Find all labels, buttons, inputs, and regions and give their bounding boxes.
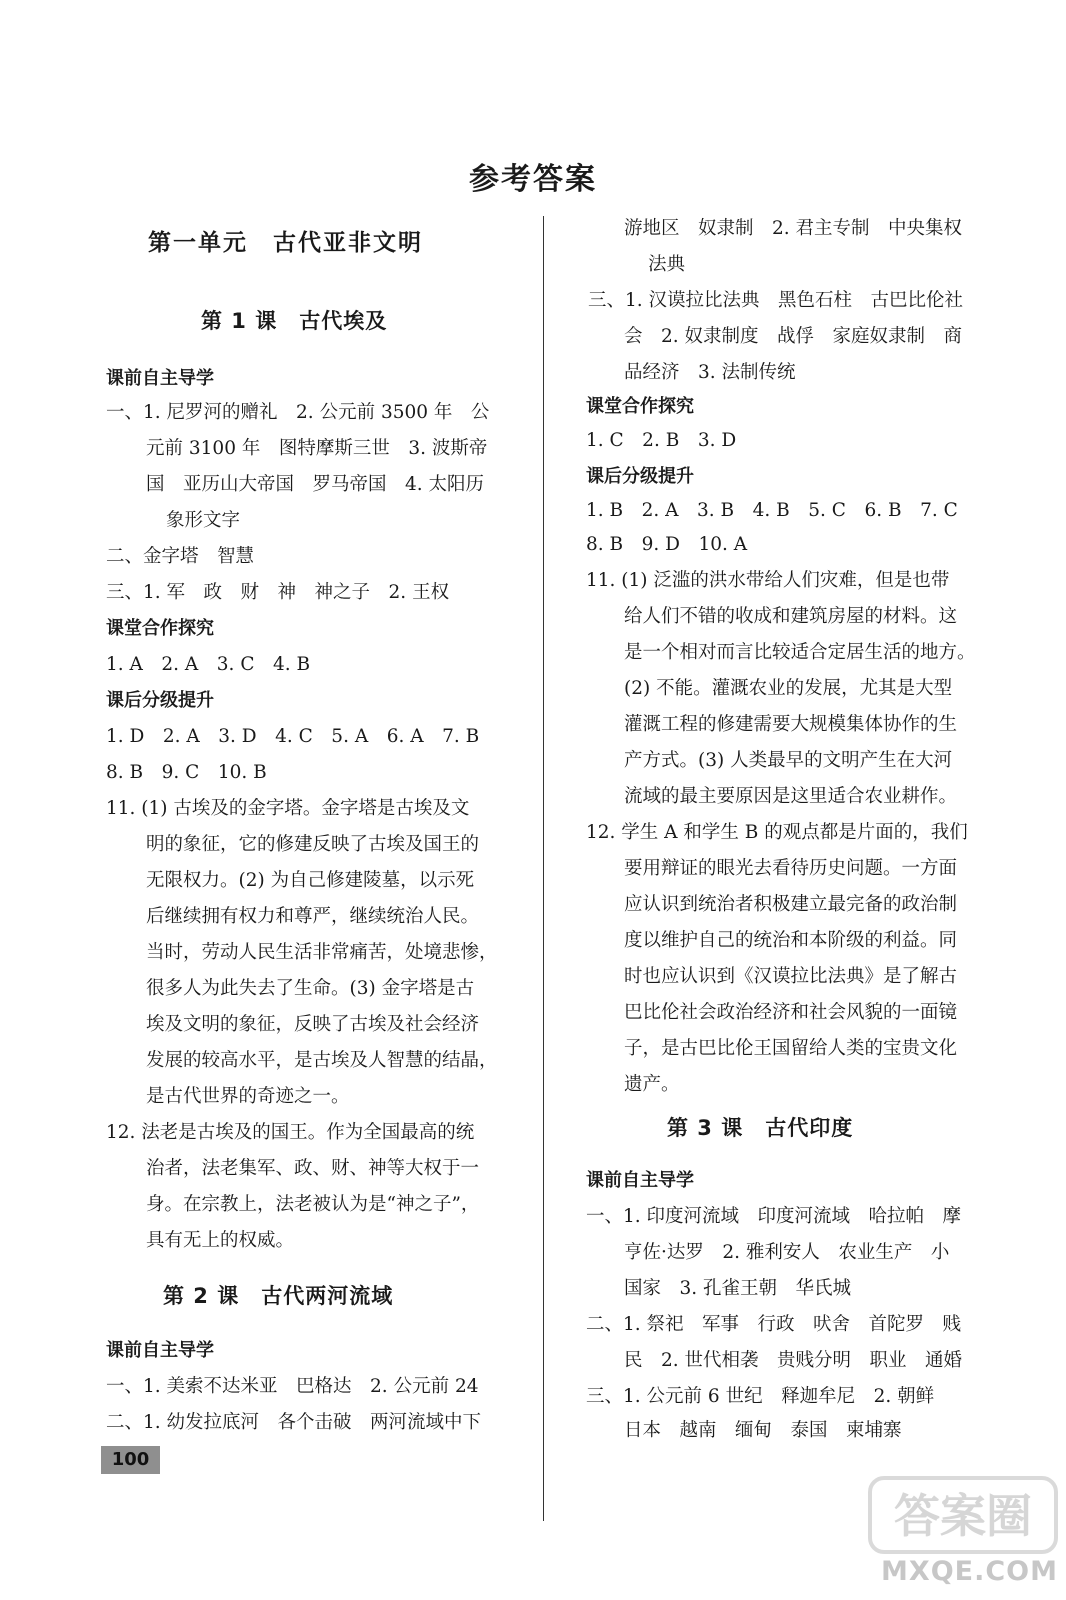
- answer-line: 8. B 9. D 10. A: [586, 534, 748, 555]
- answer-line: 流域的最主要原因是这里适合农业耕作。: [624, 786, 958, 807]
- answer-line: 12. 学生 A 和学生 B 的观点都是片面的，我们: [586, 822, 968, 843]
- column-divider: [543, 216, 544, 1521]
- answer-line: 游地区 奴隶制 2. 君主专制 中央集权: [624, 218, 963, 239]
- section-heading: 课后分级提升: [106, 690, 214, 711]
- answer-line: 11. (1) 泛滥的洪水带给人们灾难，但是也带: [586, 570, 950, 591]
- section-heading: 课前自主导学: [106, 1340, 214, 1361]
- section-heading: 课堂合作探究: [586, 396, 694, 417]
- answer-line: 子，是古巴比伦王国留给人类的宝贵文化: [624, 1038, 958, 1059]
- answer-line: 1. C 2. B 3. D: [586, 430, 737, 451]
- answer-line: 国 亚历山大帝国 罗马帝国 4. 太阳历: [146, 474, 485, 495]
- answer-line: 民 2. 世代相袭 贵贱分明 职业 通婚: [624, 1350, 963, 1371]
- section-heading: 课堂合作探究: [106, 618, 214, 639]
- answer-line: 埃及文明的象征，反映了古埃及社会经济: [146, 1014, 480, 1035]
- answer-line: 日本 越南 缅甸 泰国 柬埔寨: [624, 1420, 902, 1441]
- answer-line: 是一个相对而言比较适合定居生活的地方。: [624, 642, 976, 663]
- answer-line: 是古代世界的奇迹之一。: [146, 1086, 350, 1107]
- answer-line: 具有无上的权威。: [146, 1230, 295, 1251]
- answer-line: 一、1. 尼罗河的赠礼 2. 公元前 3500 年 公: [106, 402, 490, 423]
- answer-line: 1. A 2. A 3. C 4. B: [106, 654, 311, 675]
- answer-line: 后继续拥有权力和尊严，继续统治人民。: [146, 906, 480, 927]
- watermark-logo: [868, 1470, 1058, 1556]
- watermark: [868, 1470, 1058, 1595]
- answer-line: 要用辩证的眼光去看待历史问题。一方面: [624, 858, 958, 879]
- lesson-heading: 第 1 课 古代埃及: [201, 309, 388, 333]
- answer-line: 产方式。(3) 人类最早的文明产生在大河: [624, 750, 953, 771]
- lesson-heading: 第 3 课 古代印度: [667, 1116, 854, 1140]
- answer-line: 二、金字塔 智慧: [106, 546, 255, 567]
- watermark-url: MXQE.COM: [881, 1556, 1058, 1587]
- lesson-heading: 第 2 课 古代两河流域: [163, 1284, 394, 1308]
- answer-line: 治者，法老集军、政、财、神等大权于一: [146, 1158, 480, 1179]
- answer-line: 三、1. 公元前 6 世纪 释迦牟尼 2. 朝鲜: [586, 1386, 935, 1407]
- answer-line: 巴比伦社会政治经济和社会风貌的一面镜: [624, 1002, 958, 1023]
- answer-line: 12. 法老是古埃及的国王。作为全国最高的统: [106, 1122, 475, 1143]
- answer-line: 遗产。: [624, 1074, 680, 1095]
- section-heading: 课前自主导学: [586, 1170, 694, 1191]
- answer-line: 给人们不错的收成和建筑房屋的材料。这: [624, 606, 958, 627]
- answer-line: 11. (1) 古埃及的金字塔。金字塔是古埃及文: [106, 798, 470, 819]
- section-heading: 课后分级提升: [586, 466, 694, 487]
- answer-line: 一、1. 美索不达米亚 巴格达 2. 公元前 24: [106, 1376, 479, 1397]
- page-number: 100: [101, 1446, 160, 1474]
- answer-line: 二、1. 祭祀 军事 行政 吠舍 首陀罗 贱: [586, 1314, 962, 1335]
- answer-line: 度以维护自己的统治和本阶级的利益。同: [624, 930, 958, 951]
- answer-line: 1. B 2. A 3. B 4. B 5. C 6. B 7. C: [586, 500, 958, 521]
- answer-line: 品经济 3. 法制传统: [624, 362, 796, 383]
- answer-line: 元前 3100 年 图特摩斯三世 3. 波斯帝: [146, 438, 488, 459]
- answer-line: 应认识到统治者积极建立最完备的政治制: [624, 894, 958, 915]
- unit-heading: 第一单元 古代亚非文明: [148, 230, 423, 256]
- answer-line: 明的象征，它的修建反映了古埃及国王的: [146, 834, 480, 855]
- answer-line: 三、1. 汉谟拉比法典 黑色石柱 古巴比伦社: [588, 290, 964, 311]
- answer-line: 当时，劳动人民生活非常痛苦，处境悲惨，: [146, 942, 498, 963]
- answer-line: 很多人为此失去了生命。(3) 金字塔是古: [146, 978, 475, 999]
- answer-line: 发展的较高水平，是古埃及人智慧的结晶，: [146, 1050, 498, 1071]
- answer-line: 身。在宗教上，法老被认为是“神之子”，: [146, 1194, 480, 1215]
- answer-line: 象形文字: [166, 510, 241, 531]
- answer-line: 法典: [648, 254, 686, 275]
- section-heading: 课前自主导学: [106, 368, 214, 389]
- answer-line: 一、1. 印度河流域 印度河流域 哈拉帕 摩: [586, 1206, 962, 1227]
- page-title: 参考答案: [469, 162, 597, 197]
- answer-line: 会 2. 奴隶制度 战俘 家庭奴隶制 商: [624, 326, 963, 347]
- answer-line: 二、1. 幼发拉底河 各个击破 两河流域中下: [106, 1412, 482, 1433]
- answer-line: 三、1. 军 政 财 神 神之子 2. 王权: [106, 582, 450, 603]
- answer-line: 灌溉工程的修建需要大规模集体协作的生: [624, 714, 958, 735]
- answer-line: 无限权力。(2) 为自己修建陵墓，以示死: [146, 870, 475, 891]
- answer-line: 8. B 9. C 10. B: [106, 762, 267, 783]
- answer-line: 国家 3. 孔雀王朝 华氏城: [624, 1278, 852, 1299]
- watermark-logo-text: 答案圈: [894, 1489, 1032, 1543]
- answer-line: 亨佐·达罗 2. 雅利安人 农业生产 小: [624, 1242, 950, 1263]
- answer-line: (2) 不能。灌溉农业的发展，尤其是大型: [624, 678, 953, 699]
- answer-line: 1. D 2. A 3. D 4. C 5. A 6. A 7. B: [106, 726, 480, 747]
- answer-line: 时也应认识到《汉谟拉比法典》是了解古: [624, 966, 958, 987]
